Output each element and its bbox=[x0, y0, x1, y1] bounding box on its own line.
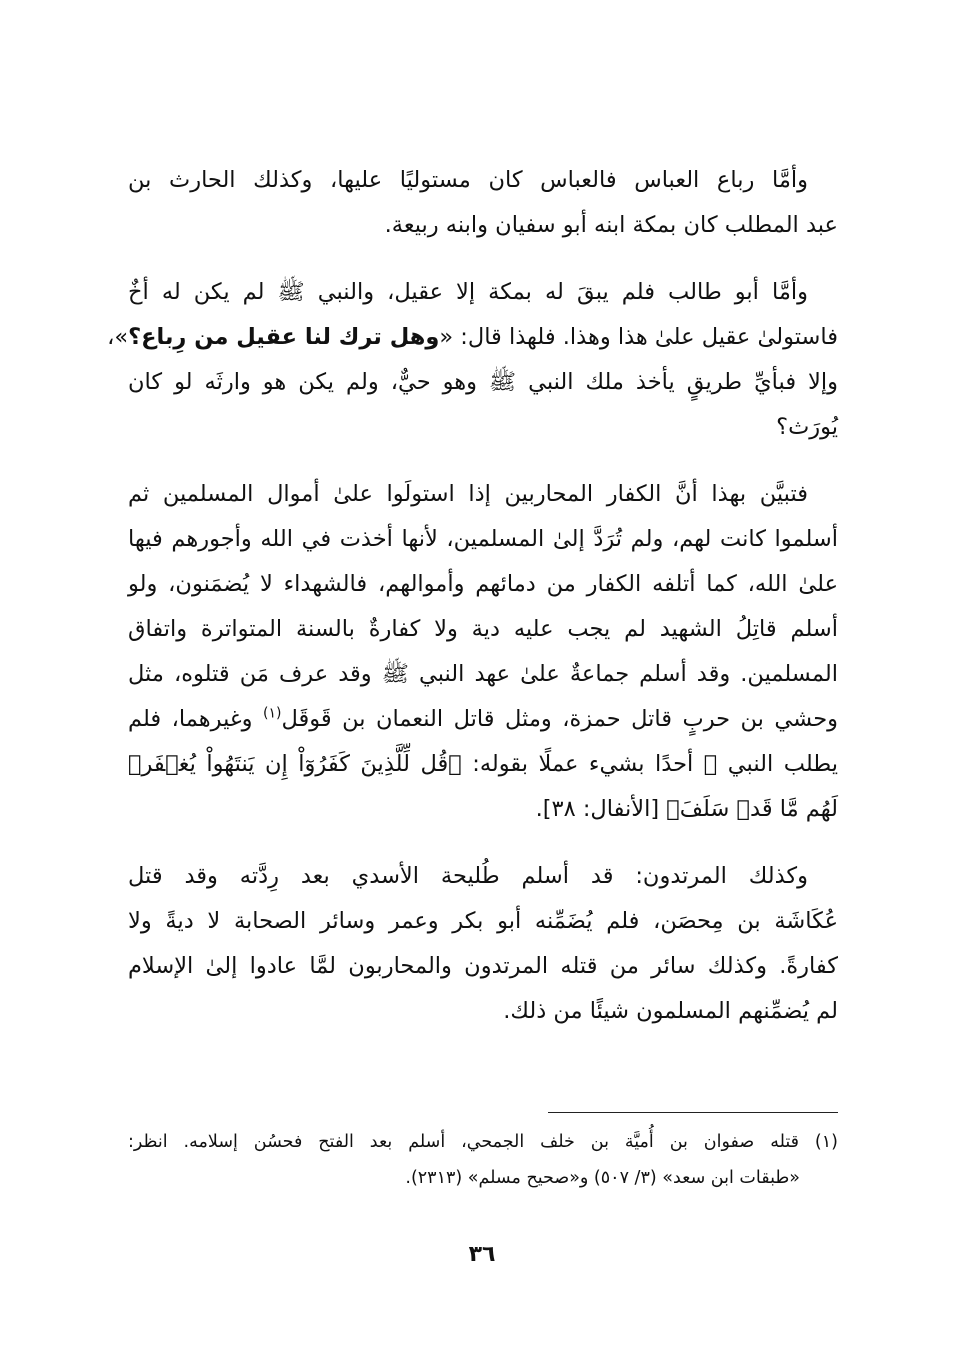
text-line bbox=[107, 315, 838, 360]
text-line: عُكَاشَة بن مِحصَن، فلم يُضَمِّنه أبو بكر وعمر وسائر الصحابة لا ديةً ولا bbox=[128, 908, 838, 934]
text-line: عبد المطلب كان بمكة ابنه أبو سفيان وابنه ربيعة. bbox=[384, 212, 838, 238]
text-line: المسلمين. وقد أسلم جماعةٌ علىٰ عهد النبي ﷺ وقد عرف مَن قتلوه، مثل bbox=[128, 661, 838, 687]
text-line: أسلم قاتِلُ الشهيد لم يجب عليه دية ولا كفارةٌ بالسنة المتواترة واتفاق bbox=[128, 616, 838, 642]
paragraph-4 bbox=[128, 854, 838, 1034]
text-line: لَهُم مَّا قَدۡ سَلَفَ﴾ [الأنفال: ٣٨]. bbox=[535, 796, 838, 822]
text-line: يُورَث؟ bbox=[776, 414, 838, 440]
paragraph-2 bbox=[107, 270, 838, 450]
text-line: أسلموا كانت لهم، ولم تُرَدَّ إلىٰ المسلمين، لأنها أخذت في الله وأجورهم فيها bbox=[128, 526, 838, 552]
text-segment: فاستولىٰ عقيل علىٰ هذا وهذا. فلهذا قال: « bbox=[439, 324, 838, 350]
footnote-marker[interactable]: (١) bbox=[262, 705, 282, 722]
text-segment: وحشي بن حربٍ قاتل حمزة، ومثل قاتل النعمان بن قَوقَل bbox=[281, 706, 838, 732]
paragraph-1 bbox=[128, 158, 838, 248]
page-number: ٣٦ bbox=[468, 1242, 496, 1267]
text-line: فتبيَّن بهذا أنَّ الكفار المحاربين إذا استولَوا علىٰ أموال المسلمين ثم bbox=[128, 481, 808, 507]
main-text bbox=[107, 158, 838, 1056]
text-segment: »، bbox=[107, 324, 129, 350]
text-line: لم يُضمِّنهم المسلمون شيئًا من ذلك. bbox=[503, 998, 838, 1024]
text-line: علىٰ الله، كما أتلفه الكفار من دمائهم وأموالهم، فالشهداء لا يُضمَنون، ولو bbox=[128, 571, 838, 597]
text-line: كفارةً. وكذلك سائر من قتله المرتدون والمحاربون لمَّا عادوا إلىٰ الإسلام bbox=[128, 953, 838, 979]
text-line: وكذلك المرتدون: قد أسلم طُليحة الأسدي بعد رِدَّته وقد قتل bbox=[128, 863, 808, 889]
text-line: وأمَّا رباع العباس فالعباس كان مستوليًا عليها، وكذلك الحارث بن bbox=[128, 167, 808, 193]
paragraph-3 bbox=[128, 472, 838, 832]
footnote bbox=[128, 1124, 838, 1196]
footnote-line: «طبقات ابن سعد» (٣/ ٥٠٧) و«صحيح مسلم» (٢٣١٣). bbox=[405, 1168, 800, 1188]
text-line: وأمَّا أبو طالب فلم يبقَ له بمكة إلا عقيل، والنبي ﷺ لم يكن له أخٌ bbox=[128, 279, 808, 305]
footnote-line: (١) قتله صفوان بن أُميَّة بن خلف الجمحي، أسلم بعد الفتح فحسُن إسلامه. انظر: bbox=[128, 1132, 838, 1152]
text-line: وإلا فبأيِّ طريقٍ يأخذ ملك النبي ﷺ وهو حيٌّ، ولم يكن هو وارثَه لو كان bbox=[128, 369, 838, 395]
text-line bbox=[128, 697, 838, 742]
text-line: يطلب النبي ﷺ أحدًا بشيء عملًا بقوله: ﴿قُل لِّلَّذِينَ كَفَرُوٓاْ إِن يَنتَهُواْ يُغۡفَرۡ bbox=[128, 751, 838, 777]
footnote-divider bbox=[548, 1112, 838, 1113]
hadith-quote: وهل ترك لنا عقيل من رِباع؟ bbox=[128, 324, 440, 350]
text-segment: وغيرهما، فلم bbox=[128, 706, 263, 732]
